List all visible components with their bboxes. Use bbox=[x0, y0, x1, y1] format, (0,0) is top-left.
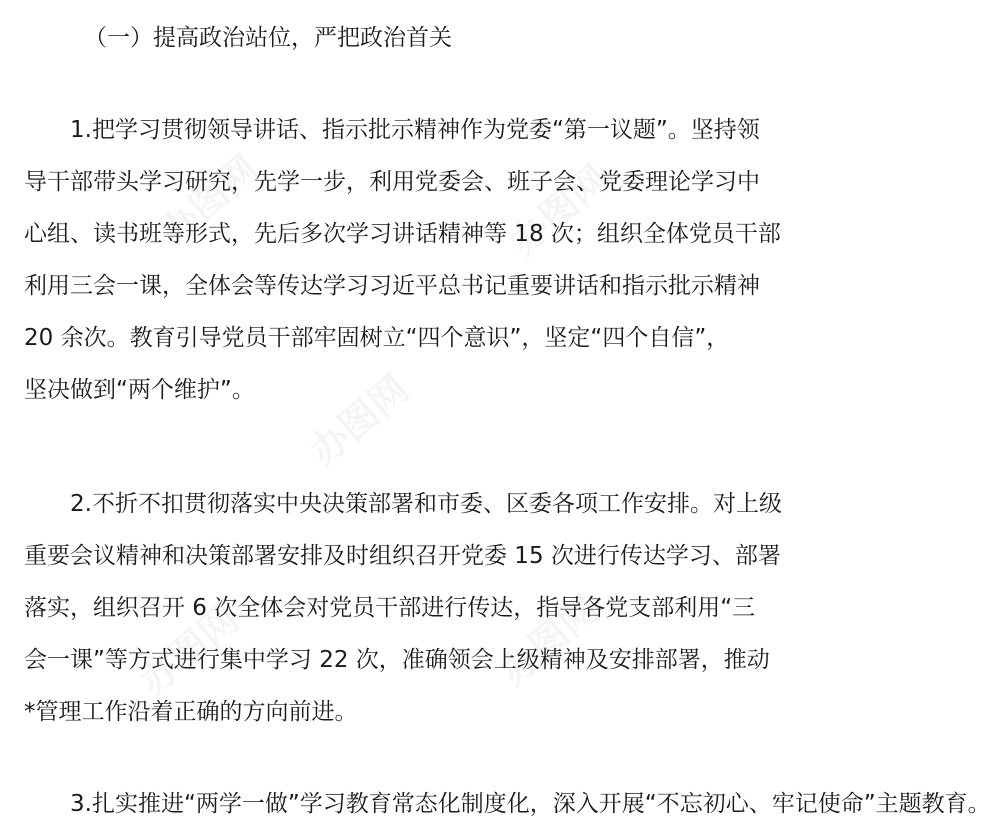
paragraph-line: 2.不折不扣贯彻落实中央决策部署和市委、区委各项工作安排。对上级 bbox=[70, 491, 782, 517]
paragraph-line: 坚决做到“两个维护”。 bbox=[24, 377, 255, 403]
paragraph bbox=[24, 778, 991, 830]
paragraph-line: *管理工作沿着正确的方向前进。 bbox=[24, 699, 358, 725]
paragraph-line: 20 余次。教育引导党员干部牢固树立“四个意识”，坚定“四个自信”， bbox=[24, 325, 730, 351]
section-heading: （一）提高政治站位，严把政治首关 bbox=[84, 25, 452, 51]
paragraph-line: 利用三会一课，全体会等传达学习习近平总书记重要讲话和指示批示精神 bbox=[24, 273, 760, 299]
paragraph-line: 落实，组织召开 6 次全体会对党员干部进行传达，指导各党支部利用“三 bbox=[24, 595, 756, 621]
paragraph bbox=[24, 104, 784, 416]
paragraph-line: 3.扎实推进“两学一做”学习教育常态化制度化，深入开展“不忘初心、牢记使命”主题教育。 bbox=[70, 791, 991, 817]
paragraph-line: 导干部带头学习研究，先学一步，利用党委会、班子会、党委理论学习中 bbox=[24, 169, 760, 195]
paragraph-line: 会一课”等方式进行集中学习 22 次，准确领会上级精神及安排部署，推动 bbox=[24, 647, 770, 673]
paragraph-line: 心组、读书班等形式，先后多次学习讲话精神等 18 次；组织全体党员干部 bbox=[24, 221, 781, 247]
paragraph-line: 重要会议精神和决策部署安排及时组织召开党委 15 次进行传达学习、部署 bbox=[24, 543, 781, 569]
paragraph bbox=[24, 478, 784, 738]
paragraph-line: 1.把学习贯彻领导讲话、指示批示精神作为党委“第一议题”。坚持领 bbox=[70, 117, 760, 143]
